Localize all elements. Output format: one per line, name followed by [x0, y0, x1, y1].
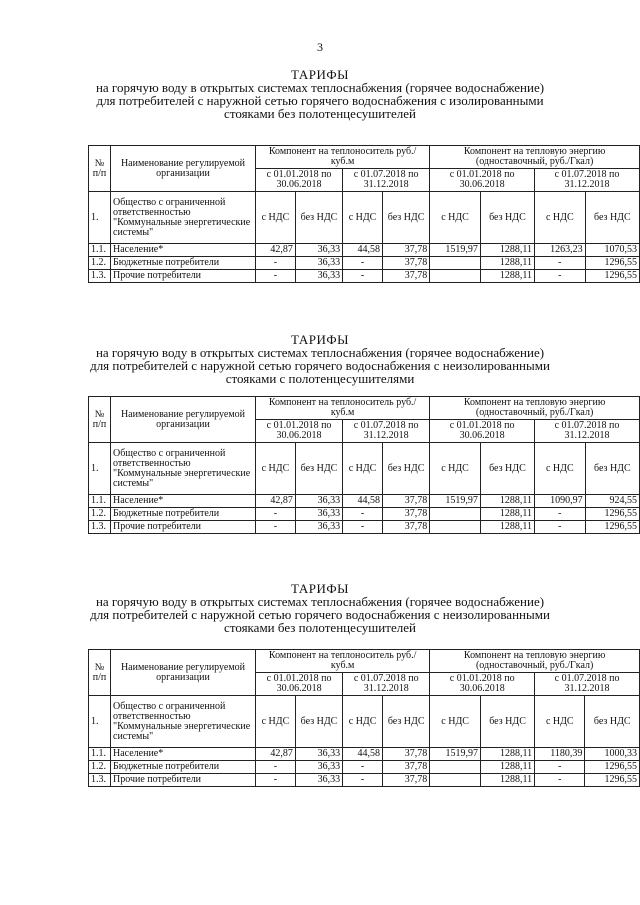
row-num: 1.2.: [89, 761, 111, 774]
cell-value: -: [343, 761, 383, 774]
cell-value: 1090,97: [534, 495, 585, 508]
section-heading: ТАРИФЫ: [291, 67, 349, 82]
row-num: 1.1.: [89, 244, 111, 257]
cell-value: 36,33: [295, 257, 342, 270]
row-name: Население*: [111, 495, 256, 508]
cell-value: 44,58: [343, 748, 383, 761]
org-full-name: Общество с ограниченной ответственностью "Коммунальные энергетические системы": [111, 696, 256, 748]
cell-value: [430, 761, 481, 774]
header-num2-text: п/п: [92, 418, 107, 430]
header-period-1: с 01.01.2018 по 30.06.2018: [256, 673, 343, 696]
cell-value: 37,78: [382, 244, 429, 257]
col-without-vat: без НДС: [585, 192, 639, 244]
header-carrier: Компонент на теплоноситель руб./куб.м: [256, 146, 430, 169]
cell-value: -: [256, 270, 296, 283]
col-without-vat: без НДС: [295, 696, 342, 748]
page-number: 3: [317, 40, 323, 54]
cell-value: -: [343, 508, 383, 521]
section-title: [0, 68, 640, 120]
cell-value: 42,87: [256, 244, 296, 257]
cell-value: 36,33: [295, 761, 342, 774]
row-name: Прочие потребители: [111, 774, 256, 787]
cell-value: 44,58: [343, 244, 383, 257]
row-name: Прочие потребители: [111, 270, 256, 283]
col-with-vat: с НДС: [534, 192, 585, 244]
section-subtitle-line: для потребителей с наружной сетью горячего водоснабжения с неизолированными: [90, 358, 550, 373]
header-carrier: Компонент на теплоноситель руб./куб.м: [256, 397, 430, 420]
header-num: [89, 146, 111, 192]
header-org-name: Наименование регулируемой организации: [111, 397, 256, 443]
cell-value: 36,33: [295, 270, 342, 283]
header-period-2: с 01.07.2018 по 31.12.2018: [535, 673, 640, 696]
cell-value: -: [535, 774, 585, 787]
cell-value: 1519,97: [430, 495, 481, 508]
cell-value: -: [534, 257, 585, 270]
tariff-table-2: [88, 396, 640, 534]
cell-value: 1288,11: [480, 244, 534, 257]
cell-value: 36,33: [295, 495, 342, 508]
tariff-section-2: [0, 333, 640, 385]
cell-value: 1296,55: [585, 257, 639, 270]
cell-value: -: [256, 774, 296, 787]
header-period-1: с 01.01.2018 по 30.06.2018: [430, 169, 535, 192]
cell-value: 44,58: [343, 495, 383, 508]
col-without-vat: без НДС: [295, 192, 342, 244]
section-subtitle-line: стояками без полотенцесушителей: [224, 620, 416, 635]
cell-value: -: [256, 761, 296, 774]
header-period-2: с 01.07.2018 по 31.12.2018: [343, 169, 430, 192]
header-carrier: Компонент на теплоноситель руб./куб.м: [256, 650, 430, 673]
table-row: [89, 521, 640, 534]
row-num: 1.2.: [89, 257, 111, 270]
cell-value: -: [256, 521, 296, 534]
cell-value: -: [256, 508, 296, 521]
col-with-vat: с НДС: [343, 443, 383, 495]
section-subtitle-line: для потребителей с наружной сетью горячего водоснабжения с неизолированными: [90, 607, 550, 622]
col-without-vat: без НДС: [295, 443, 342, 495]
col-without-vat: без НДС: [383, 696, 430, 748]
cell-value: 36,33: [295, 774, 342, 787]
cell-value: [430, 257, 481, 270]
col-with-vat: с НДС: [343, 192, 383, 244]
cell-value: -: [343, 270, 383, 283]
header-energy: Компонент на тепловую энергию (одноставочный, руб./Гкал): [430, 146, 640, 169]
col-without-vat: без НДС: [480, 696, 534, 748]
col-with-vat: с НДС: [535, 696, 585, 748]
header-num2-text: п/п: [92, 671, 107, 683]
col-without-vat: без НДС: [382, 443, 429, 495]
header-num: [89, 397, 111, 443]
cell-value: 37,78: [382, 495, 429, 508]
col-with-vat: с НДС: [256, 696, 296, 748]
cell-value: 1070,53: [585, 244, 639, 257]
cell-value: 36,33: [295, 508, 342, 521]
cell-value: 37,78: [383, 761, 430, 774]
col-without-vat: без НДС: [585, 696, 640, 748]
cell-value: -: [534, 508, 585, 521]
cell-value: 924,55: [585, 495, 639, 508]
org-full-name: Общество с ограниченной ответственностью "Коммунальные энергетические системы": [111, 443, 256, 495]
section-heading: ТАРИФЫ: [291, 332, 349, 347]
table-row: [89, 244, 640, 257]
section-heading: ТАРИФЫ: [291, 581, 349, 596]
cell-value: 37,78: [382, 508, 429, 521]
row-name: Бюджетные потребители: [111, 257, 256, 270]
tariff-section-1: [0, 68, 640, 120]
section-subtitle-line: на горячую воду в открытых системах теплоснабжения (горячее водоснабжение): [95, 594, 545, 609]
cell-value: 36,33: [295, 244, 342, 257]
header-energy: Компонент на тепловую энергию (одноставочный, руб./Гкал): [430, 650, 640, 673]
col-with-vat: с НДС: [343, 696, 383, 748]
row-num: 1.3.: [89, 774, 111, 787]
row-name: Население*: [111, 244, 256, 257]
col-with-vat: с НДС: [256, 192, 296, 244]
cell-value: 1296,55: [585, 761, 640, 774]
col-with-vat: с НДС: [430, 696, 481, 748]
header-period-1: с 01.01.2018 по 30.06.2018: [430, 420, 535, 443]
col-with-vat: с НДС: [430, 192, 481, 244]
header-period-1: с 01.01.2018 по 30.06.2018: [430, 673, 535, 696]
cell-value: -: [343, 521, 383, 534]
header-num-text: №: [94, 661, 105, 673]
table-row: [89, 748, 640, 761]
section-subtitle-line: для потребителей с наружной сетью горячего водоснабжения с изолированными: [96, 93, 544, 108]
header-num-text: №: [94, 157, 105, 169]
cell-value: 42,87: [256, 748, 296, 761]
header-period-2: с 01.07.2018 по 31.12.2018: [534, 420, 639, 443]
cell-value: 1296,55: [585, 521, 639, 534]
cell-value: -: [535, 761, 585, 774]
header-num: [89, 650, 111, 696]
col-with-vat: с НДС: [534, 443, 585, 495]
cell-value: -: [534, 521, 585, 534]
row-num: 1.1.: [89, 495, 111, 508]
row-name: Прочие потребители: [111, 521, 256, 534]
header-org-name: Наименование регулируемой организации: [111, 146, 256, 192]
header-period-2: с 01.07.2018 по 31.12.2018: [343, 673, 430, 696]
table-row: [89, 774, 640, 787]
cell-value: 1180,39: [535, 748, 585, 761]
col-without-vat: без НДС: [480, 443, 534, 495]
section-subtitle-line: стояками с полотенцесушителями: [225, 371, 415, 386]
header-energy: Компонент на тепловую энергию (одноставочный, руб./Гкал): [430, 397, 640, 420]
cell-value: 1288,11: [480, 521, 534, 534]
col-with-vat: с НДС: [256, 443, 296, 495]
table-row: [89, 495, 640, 508]
row-num: 1.2.: [89, 508, 111, 521]
col-without-vat: без НДС: [382, 192, 429, 244]
header-period-2: с 01.07.2018 по 31.12.2018: [534, 169, 639, 192]
header-num2-text: п/п: [92, 167, 107, 179]
cell-value: 1288,11: [480, 270, 534, 283]
cell-value: 37,78: [382, 521, 429, 534]
table-row: [89, 270, 640, 283]
row-num: 1.3.: [89, 521, 111, 534]
col-without-vat: без НДС: [480, 192, 534, 244]
cell-value: 1000,33: [585, 748, 640, 761]
org-num: 1.: [89, 443, 111, 495]
cell-value: -: [343, 774, 383, 787]
table-row: [89, 508, 640, 521]
cell-value: -: [343, 257, 383, 270]
cell-value: [430, 270, 481, 283]
cell-value: 1519,97: [430, 748, 481, 761]
section-title: [0, 582, 640, 634]
cell-value: 36,33: [295, 748, 342, 761]
cell-value: 1288,11: [480, 495, 534, 508]
cell-value: 1296,55: [585, 508, 639, 521]
header-period-1: с 01.01.2018 по 30.06.2018: [256, 169, 343, 192]
row-num: 1.1.: [89, 748, 111, 761]
cell-value: [430, 774, 481, 787]
header-num-text: №: [94, 408, 105, 420]
col-with-vat: с НДС: [430, 443, 481, 495]
cell-value: 1288,11: [480, 257, 534, 270]
table-row: [89, 257, 640, 270]
cell-value: 1288,11: [480, 748, 534, 761]
header-org-name: Наименование регулируемой организации: [111, 650, 256, 696]
cell-value: 1288,11: [480, 508, 534, 521]
col-without-vat: без НДС: [585, 443, 639, 495]
cell-value: 37,78: [382, 257, 429, 270]
cell-value: -: [534, 270, 585, 283]
tariff-table-1: [88, 145, 640, 283]
cell-value: [430, 521, 481, 534]
header-period-2: с 01.07.2018 по 31.12.2018: [343, 420, 430, 443]
org-num: 1.: [89, 192, 111, 244]
cell-value: 36,33: [295, 521, 342, 534]
row-name: Население*: [111, 748, 256, 761]
cell-value: 37,78: [383, 774, 430, 787]
cell-value: 1263,23: [534, 244, 585, 257]
section-title: [0, 333, 640, 385]
cell-value: -: [256, 257, 296, 270]
cell-value: 1288,11: [480, 761, 534, 774]
cell-value: 37,78: [382, 270, 429, 283]
cell-value: [430, 508, 481, 521]
row-num: 1.3.: [89, 270, 111, 283]
org-full-name: Общество с ограниченной ответственностью "Коммунальные энергетические системы": [111, 192, 256, 244]
cell-value: 1296,55: [585, 774, 640, 787]
cell-value: 42,87: [256, 495, 296, 508]
tariff-table-3: [88, 649, 640, 787]
section-subtitle-line: на горячую воду в открытых системах теплоснабжения (горячее водоснабжение): [95, 80, 545, 95]
section-subtitle-line: на горячую воду в открытых системах теплоснабжения (горячее водоснабжение): [95, 345, 545, 360]
cell-value: 37,78: [383, 748, 430, 761]
row-name: Бюджетные потребители: [111, 508, 256, 521]
row-name: Бюджетные потребители: [111, 761, 256, 774]
cell-value: 1519,97: [430, 244, 481, 257]
header-period-1: с 01.01.2018 по 30.06.2018: [256, 420, 343, 443]
cell-value: 1296,55: [585, 270, 639, 283]
table-row: [89, 761, 640, 774]
tariff-section-3: [0, 582, 640, 634]
cell-value: 1288,11: [480, 774, 534, 787]
org-num: 1.: [89, 696, 111, 748]
section-subtitle-line: стояками без полотенцесушителей: [224, 106, 416, 121]
